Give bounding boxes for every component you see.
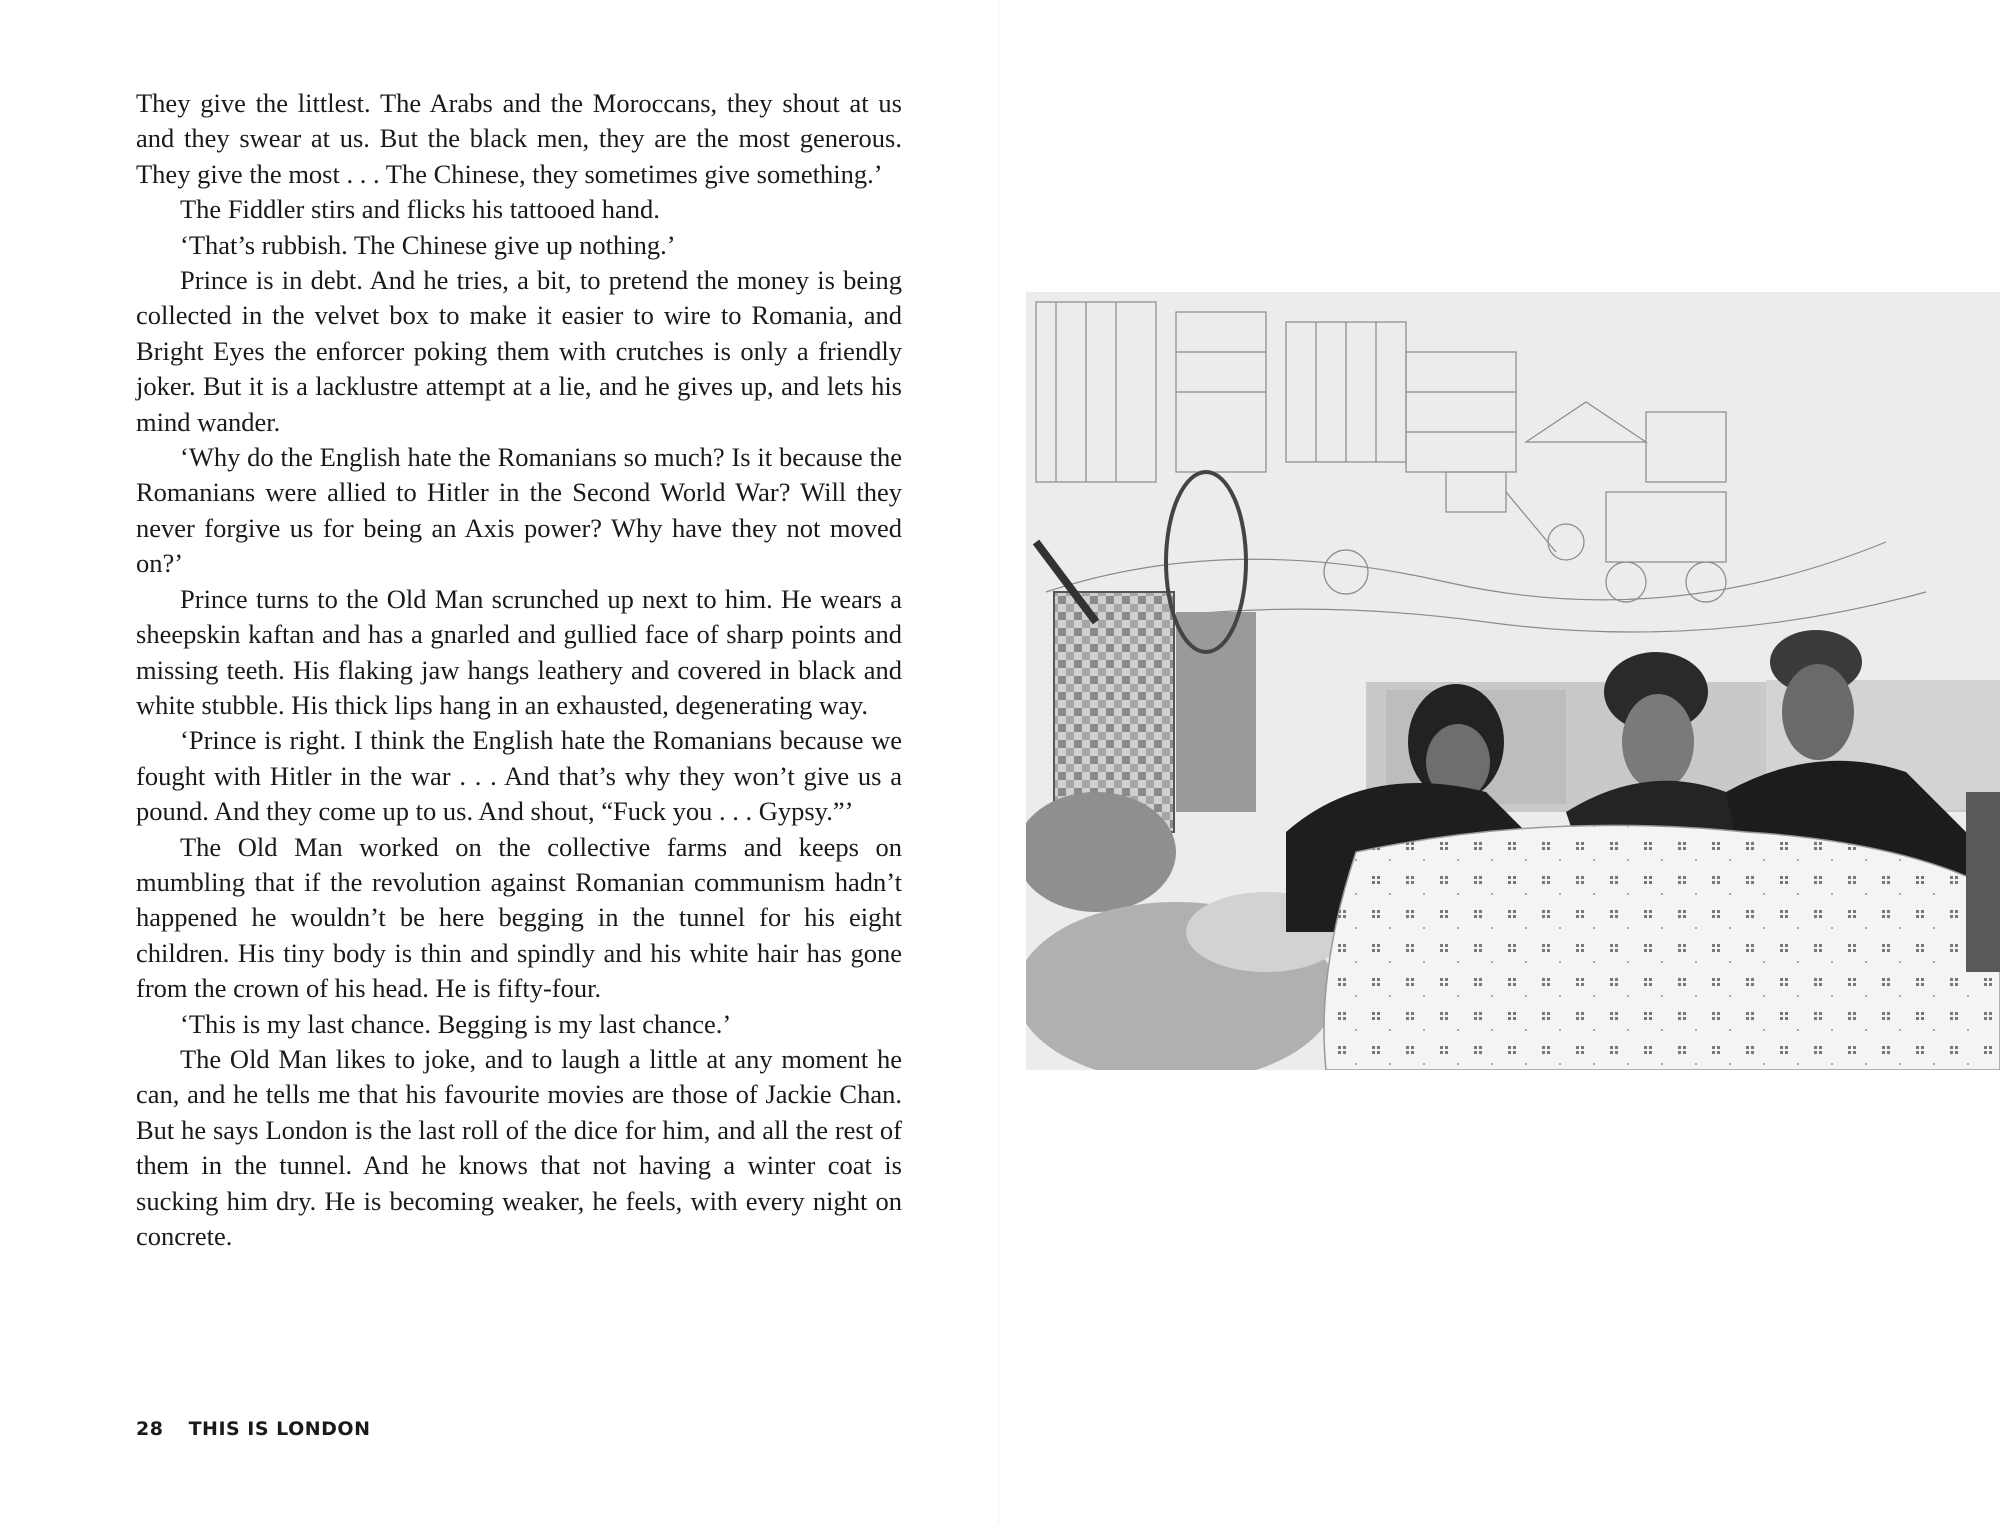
- page-number: 28: [136, 1418, 164, 1440]
- paragraph: Prince turns to the Old Man scrunched up next to him. He wears a sheepskin kaftan and has a gnarled and gullied face of sharp points and missing teeth. His flaking jaw hangs leathery and covered in black and white stubble. His thick lips hang in an exhausted, degenerating way.: [136, 583, 902, 720]
- paragraph: The Old Man likes to joke, and to laugh a little at any moment he can, and he tells me that his favourite movies are those of Jackie Chan. But he says London is the last roll of the dice for him, and all the rest of them in the tunnel. And he knows that not having a winter coat is sucking him dry. He is becoming weaker, he feels, with every night on concrete.: [136, 1043, 902, 1251]
- left-page-text: [136, 86, 902, 1254]
- photo-illustration: [1026, 292, 2000, 1070]
- paragraph: ‘That’s rubbish. The Chinese give up nothing.’: [180, 229, 676, 260]
- pillow: [1966, 792, 2000, 972]
- paragraph: ‘This is my last chance. Begging is my last chance.’: [180, 1008, 732, 1039]
- paragraph: Prince is in debt. And he tries, a bit, to pretend the money is being collected in the velvet box to make it easier to wire to Romania, and Bright Eyes the enforcer poking them with crutches is only a friendly joker. But it is a lacklustre attempt at a lie, and he gives up, and lets his mind wander.: [136, 265, 902, 437]
- page-footer: [136, 1418, 370, 1440]
- photograph: [1026, 292, 2000, 1070]
- running-title: THIS IS LONDON: [188, 1418, 371, 1440]
- paragraph: The Fiddler stirs and flicks his tattooed hand.: [180, 194, 660, 225]
- page-gutter: [998, 0, 1002, 1524]
- paragraph: ‘Why do the English hate the Romanians so much? Is it because the Romanians were allied to Hitler in the Second World War? Will they never forgive us for being an Axis power? Why have they not moved on?’: [136, 442, 902, 579]
- paragraph: ‘Prince is right. I think the English hate the Romanians because we fought with Hitler in the war . . . And that’s why they won’t give us a pound. And they come up to us. And shout, “Fuck you . . . Gypsy.”’: [136, 725, 902, 827]
- blanket: [1324, 825, 2000, 1070]
- paragraph: The Old Man worked on the collective farms and keeps on mumbling that if the revolution against Romanian communism hadn’t happened he wouldn’t be here begging in the tunnel for his eight children. His tiny body is thin and spindly and his white hair has gone from the crown of his head. He is fifty-four.: [136, 831, 902, 1004]
- paragraph: They give the littlest. The Arabs and the Moroccans, they shout at us and they swear at us. But the black men, they are the most generous. They give the most . . . The Chinese, they sometimes give something.’: [136, 88, 902, 189]
